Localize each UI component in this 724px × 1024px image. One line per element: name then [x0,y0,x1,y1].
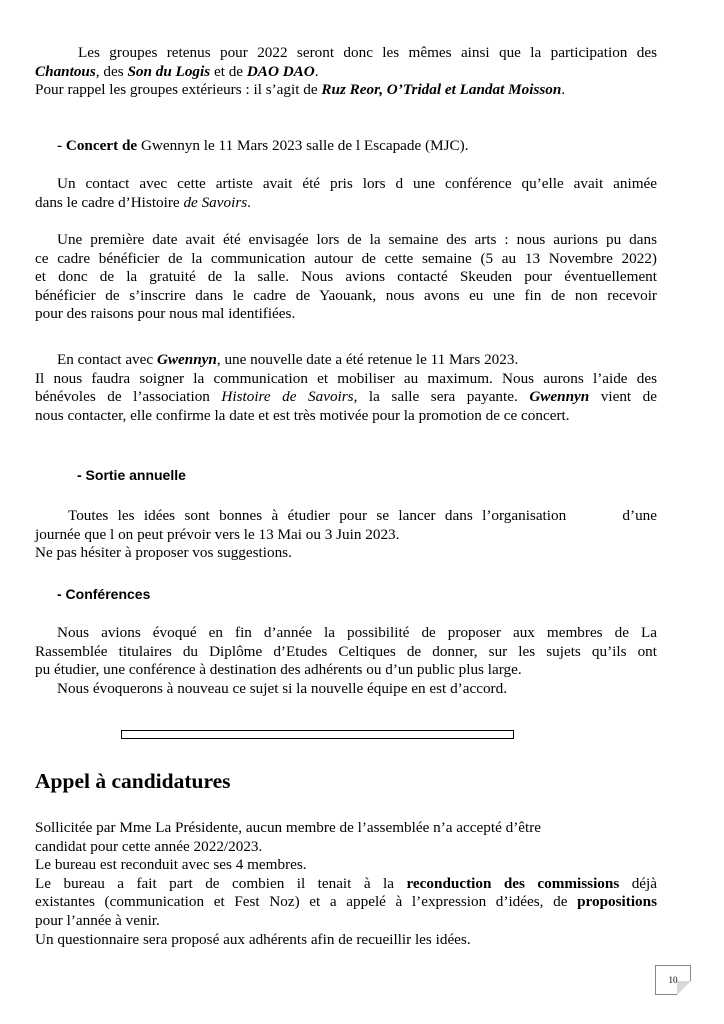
concert-p2-line-5: pour des raisons pour nous mal identifiées. [35,305,296,323]
concert-text-italic: de Savoirs [183,193,248,211]
appel-line-6: pour l’année à venir. [35,911,160,929]
section-divider [121,730,514,739]
concert-paragraph-2 [35,231,657,324]
appel-line-3: Le bureau est reconduit avec ses 4 membres. [35,856,307,874]
page-number-text: 10 [668,974,678,985]
group-son-du-logis: Son du Logis [127,62,211,80]
intro-line-2 [35,63,657,82]
group-dao-dao: DAO DAO [246,62,315,80]
external-groups: Ruz Reor, O’Tridal et Landat Moisson [321,81,562,99]
conferences-line-3: pu étudier, une conférence à destination des adhérents ou d’un public plus large. [35,661,522,679]
concert-text: , une nouvelle date a été retenue le 11 Mars 2023. [216,351,519,368]
intro-text: Pour rappel les groupes extérieurs : il s’agit de [35,81,322,99]
concert-text: En contact avec [57,351,157,368]
concert-p2-line-4: bénéficier de s’inscrire dans le cadre de Yaouank, nous avons eu une fin de non recevoir [35,286,657,304]
concert-p1-line-2 [35,194,657,213]
concert-p3-line-2: Il nous faudra soigner la communication et mobiliser au maximum. Nous aurons l’aide des [35,369,657,387]
concert-text: dans le cadre d’Histoire [35,193,184,211]
appel-text: Le bureau a fait part de combien il tenait à la [35,874,407,892]
concert-p2-line-1: Une première date avait été envisagée lors de la semaine des arts : nous aurions pu dans [57,231,657,248]
sortie-paragraph [35,507,657,563]
appel-highlight-propositions: propositions [577,893,657,911]
concert-p3-line-1 [35,351,657,370]
appel-line-2: candidat pour cette année 2022/2023. [35,837,263,855]
appel-highlight-commissions: reconduction des commissions [406,874,620,892]
concert-text-italic: Histoire de Savoirs [221,388,354,406]
conferences-heading: - Conférences [57,586,151,602]
concert-p2-line-2: ce cadre bénéficier de la communication autour de cette semaine (5 au 13 Novembre 2022) [35,249,657,267]
concert-text: . [247,193,251,211]
appel-title: Appel à candidatures [35,769,231,793]
sortie-line-2: journée que l on peut prévoir vers le 13 Mai ou 3 Juin 2023. [35,525,400,543]
concert-text: , la salle sera payante. [353,388,530,406]
concert-heading-bold: - Concert de [57,137,138,154]
artist-gwennyn: Gwennyn [529,388,590,406]
intro-line-3 [35,81,657,100]
intro-text: . [561,81,566,99]
concert-text: vient de [589,388,658,406]
concert-p3-line-4: nous contacter, elle confirme la date et est très motivée pour la promotion de ce concert. [35,406,570,424]
concert-paragraph-1 [35,175,657,212]
concert-p1-line-1: Un contact avec cette artiste avait été pris lors d une conférence qu’elle avait animée [57,175,657,192]
appel-text: déjà [619,874,658,892]
intro-paragraph [35,44,657,100]
concert-heading [57,137,657,156]
appel-line-4 [35,875,657,894]
intro-text: . [314,62,319,80]
appel-paragraph [35,819,657,949]
sortie-line-3: Ne pas hésiter à proposer vos suggestions. [35,544,292,562]
conferences-paragraph [35,624,657,698]
sortie-line-1: Toutes les idées sont bonnes à étudier pour se lancer dans l’organisation d’une [68,507,657,524]
intro-line-1: Les groupes retenus pour 2022 seront donc les mêmes ainsi que la participation des [78,44,657,61]
artist-gwennyn: Gwennyn [156,351,217,368]
page-number [655,965,691,995]
conferences-line-2: Rassemblée titulaires du Diplôme d’Etudes Celtiques de donner, sur les sujets qu’ils ont [35,642,657,660]
conferences-line-1: Nous avions évoqué en fin d’année la possibilité de proposer aux membres de La [57,624,657,641]
concert-p2-line-3: et donc de la gratuité de la salle. Nous avions contacté Skeuden pour éventuellement [35,268,657,286]
sortie-heading: - Sortie annuelle [77,467,186,483]
concert-heading-text: Gwennyn le 11 Mars 2023 salle de l Escapade (MJC). [137,137,469,154]
conferences-line-4: Nous évoquerons à nouveau ce sujet si la nouvelle équipe en est d’accord. [57,679,507,697]
concert-paragraph-3 [35,351,657,425]
intro-text: , des [95,62,128,80]
intro-text: et de [210,62,247,80]
appel-line-5 [35,893,657,912]
appel-line-7: Un questionnaire sera proposé aux adhérents afin de recueillir les idées. [35,930,471,948]
concert-p3-line-3 [35,388,657,407]
appel-text: existantes (communication et Fest Noz) et a appelé à l’expression d’idées, de [35,893,578,911]
group-chantous: Chantous [35,62,96,80]
appel-line-1: Sollicitée par Mme La Présidente, aucun membre de l’assemblée n’a accepté d’être [35,819,542,836]
concert-text: bénévoles de l’association [35,388,222,406]
